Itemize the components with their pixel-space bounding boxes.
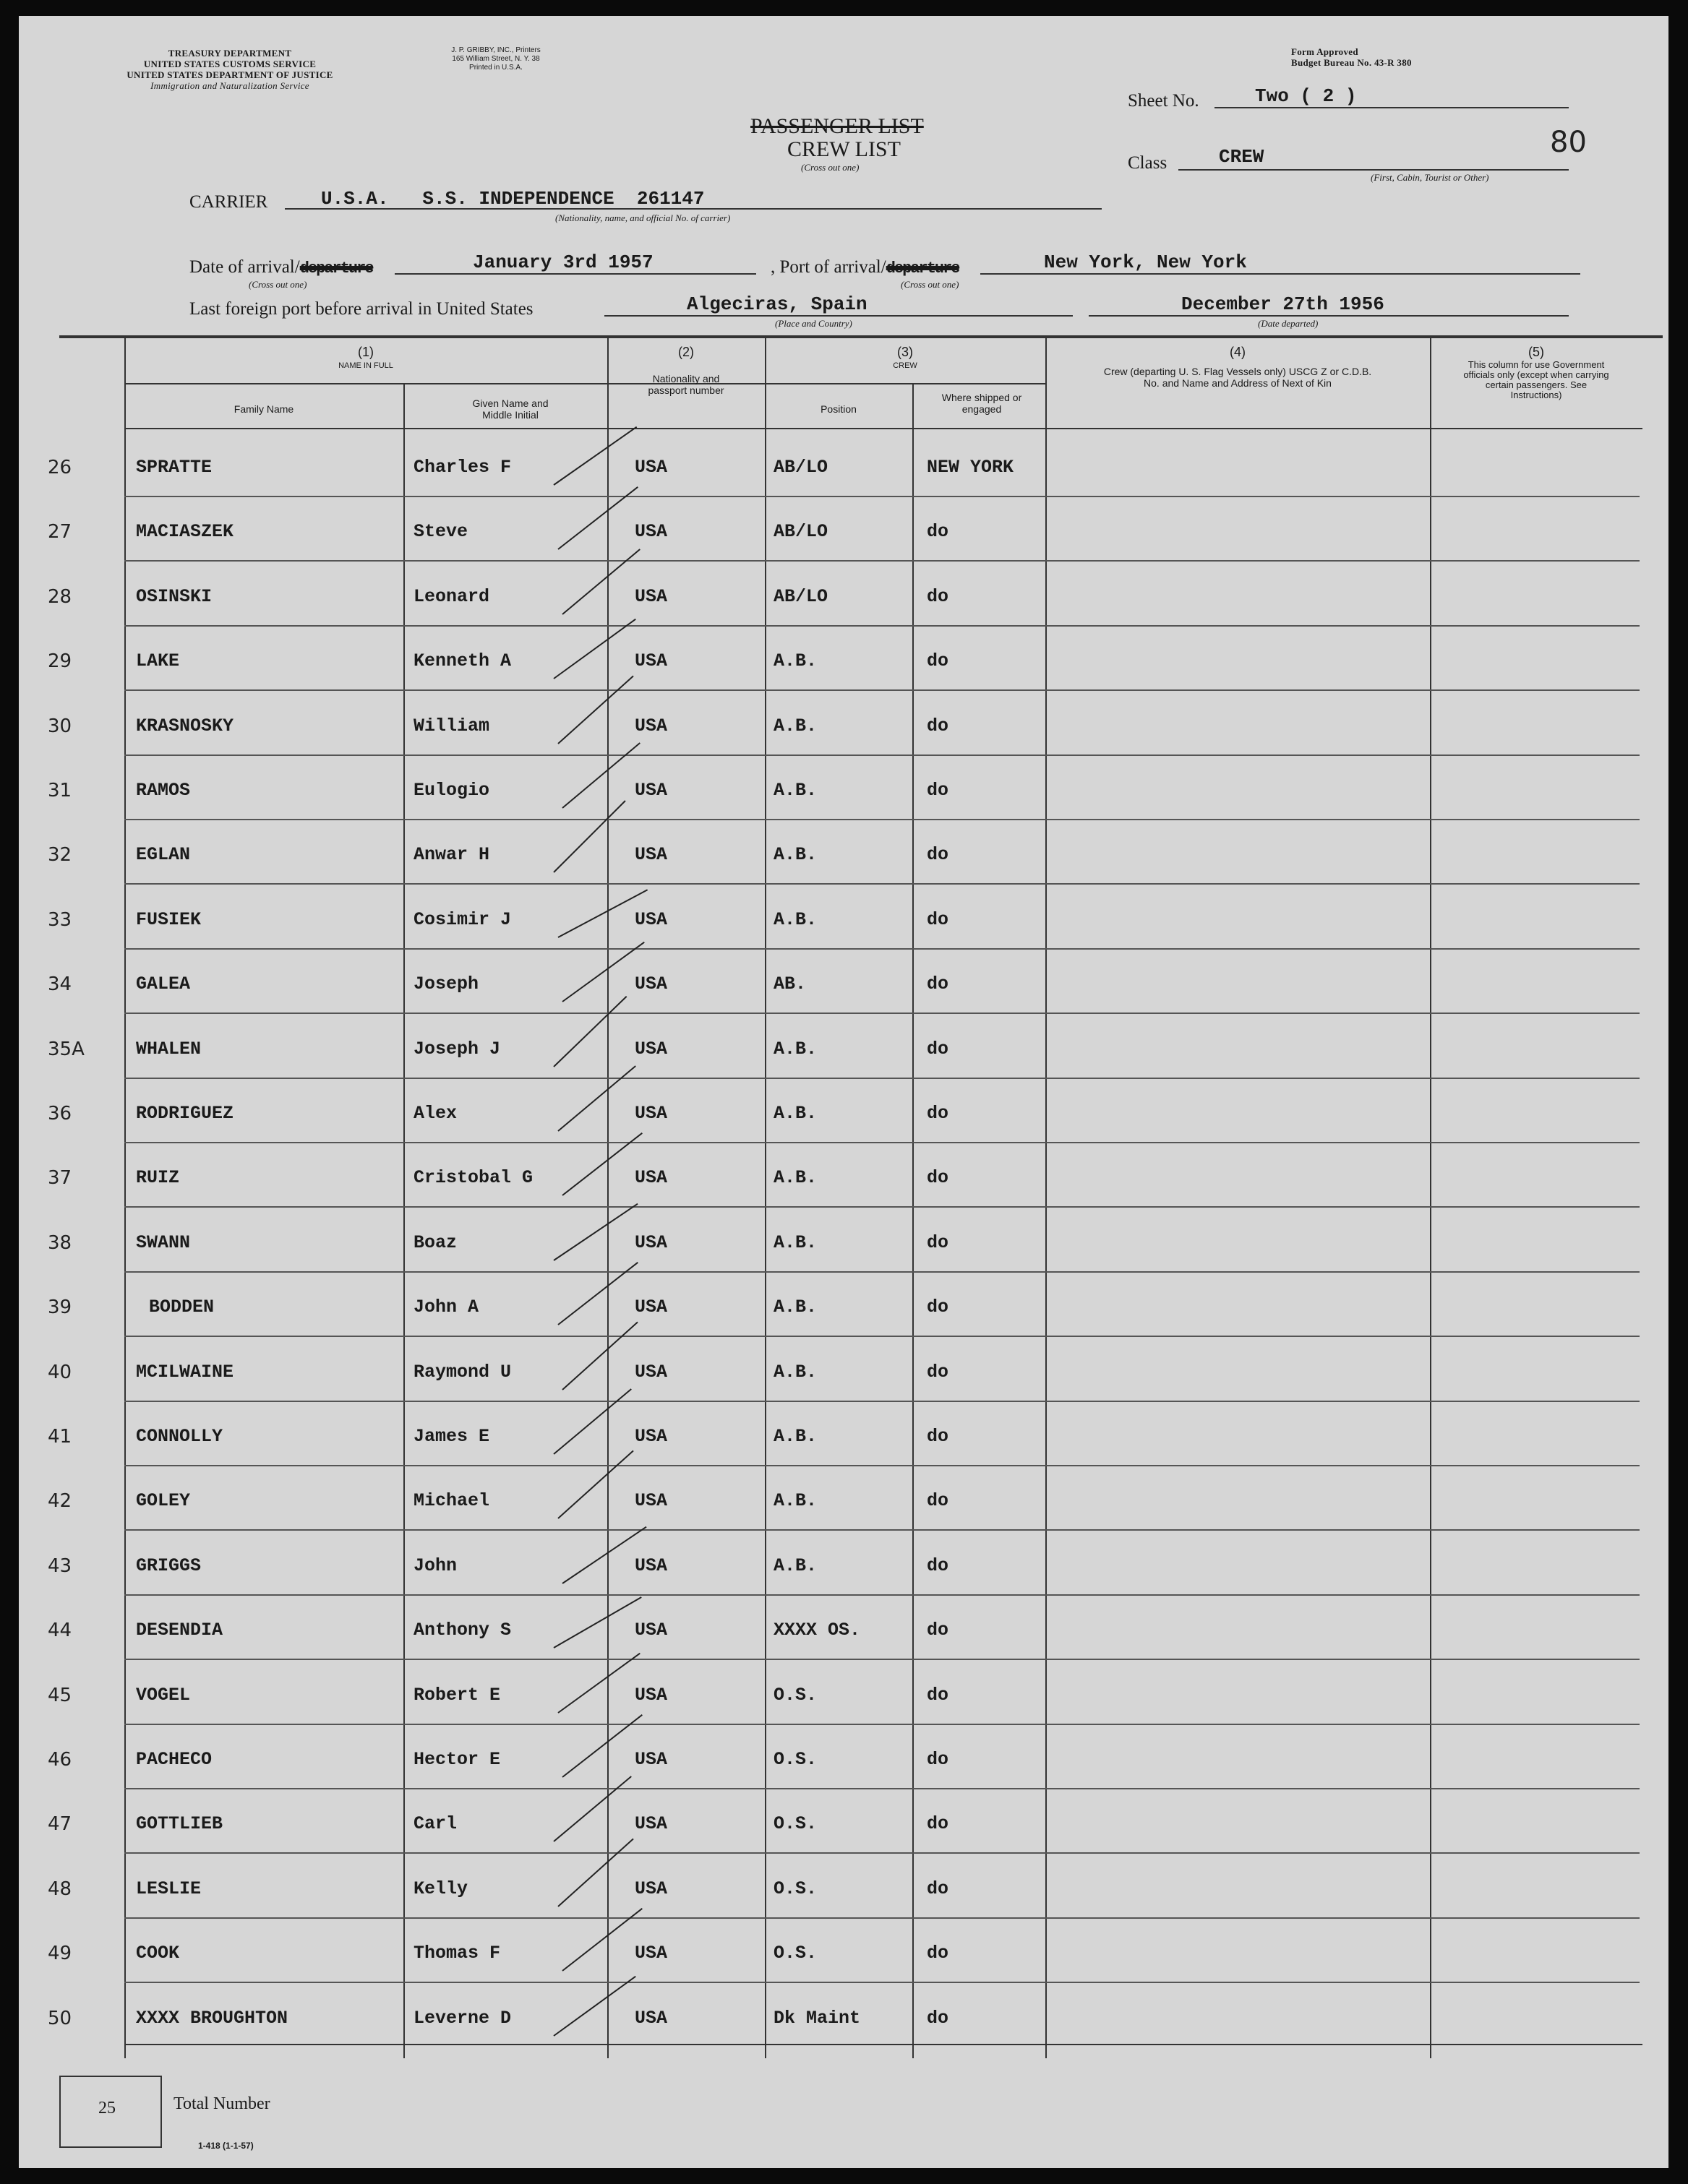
- col5-number: (5): [1528, 345, 1544, 359]
- nationality: USA: [635, 521, 668, 542]
- given-name: Alex: [414, 1103, 458, 1124]
- nationality: USA: [635, 2008, 668, 2029]
- given-name: Joseph J: [414, 1039, 501, 1059]
- given-name: Raymond U: [414, 1362, 512, 1383]
- position: XXXX OS.: [774, 1620, 861, 1641]
- shipped-from: do: [927, 780, 949, 801]
- family-name: DESENDIA: [136, 1620, 223, 1641]
- shipped-from: do: [927, 844, 949, 865]
- position: Dk Maint: [774, 2008, 861, 2029]
- form-approved-block: [1291, 46, 1412, 68]
- check-mark: [553, 1203, 638, 1261]
- table-top-rule: [59, 335, 1663, 338]
- row-separator: [124, 1336, 1640, 1337]
- port-label-text: , Port of arrival/: [771, 257, 886, 277]
- check-mark: [553, 1388, 632, 1455]
- family-name: WHALEN: [136, 1039, 202, 1059]
- row-number: 27: [48, 521, 72, 543]
- col1-number: (1): [358, 345, 374, 359]
- row-separator: [124, 1659, 1640, 1660]
- check-mark: [553, 800, 625, 872]
- position: A.B.: [774, 780, 818, 801]
- row-separator: [124, 1465, 1640, 1466]
- date-label: [189, 257, 373, 278]
- family-name: VOGEL: [136, 1685, 191, 1706]
- shipped-from: do: [927, 2008, 949, 2029]
- row-number: 47: [48, 1813, 72, 1835]
- date-departed-value: December 27th 1956: [1181, 293, 1384, 315]
- position: A.B.: [774, 1426, 818, 1447]
- date-struck: departure: [299, 259, 373, 278]
- shipped-header: Where shipped or engaged: [941, 392, 1022, 415]
- place-caption: (Place and Country): [775, 318, 852, 329]
- row-number: 37: [48, 1167, 72, 1189]
- row-number: 48: [48, 1878, 72, 1900]
- row-number: 39: [48, 1297, 72, 1318]
- shipped-from: do: [927, 715, 949, 736]
- check-mark: [553, 1976, 635, 2037]
- agency-line-3: UNITED STATES DEPARTMENT OF JUSTICE: [127, 69, 333, 80]
- row-number: 46: [48, 1749, 72, 1771]
- family-name: FUSIEK: [136, 909, 202, 930]
- given-name: Leonard: [414, 586, 490, 607]
- check-mark: [553, 426, 637, 486]
- nationality: USA: [635, 780, 668, 801]
- position: O.S.: [774, 1943, 818, 1964]
- row-number: 45: [48, 1685, 72, 1706]
- col2-number: (2): [678, 345, 694, 359]
- row-separator: [124, 1142, 1640, 1143]
- shipped-from: do: [927, 1362, 949, 1383]
- family-name: KRASNOSKY: [136, 715, 234, 736]
- family-name: LESLIE: [136, 1878, 202, 1899]
- shipped-from: NEW YORK: [927, 457, 1014, 478]
- printer-line-3: Printed in U.S.A.: [469, 64, 523, 72]
- budget-bureau: Budget Bureau No. 43-R 380: [1291, 57, 1412, 68]
- check-mark: [562, 1322, 638, 1390]
- family-name-header: Family Name: [234, 403, 294, 415]
- col4-header: [1045, 344, 1430, 389]
- shipped-from: do: [927, 586, 949, 607]
- given-name: Thomas F: [414, 1943, 501, 1964]
- port-cross-caption: (Cross out one): [901, 279, 959, 290]
- family-name: RAMOS: [136, 780, 191, 801]
- row-separator: [124, 496, 1640, 497]
- given-name: Joseph: [414, 973, 479, 994]
- position: O.S.: [774, 1685, 818, 1706]
- nationality: USA: [635, 1620, 668, 1641]
- col-divider-nationality: [607, 338, 609, 2058]
- family-name: SPRATTE: [136, 457, 213, 478]
- position: A.B.: [774, 1232, 818, 1253]
- sheet-label: Sheet No.: [1128, 91, 1199, 111]
- family-name: GOLEY: [136, 1490, 191, 1511]
- position: A.B.: [774, 715, 818, 736]
- form-code: 1-418 (1-1-57): [198, 2141, 254, 2151]
- given-name: Carl: [414, 1813, 458, 1834]
- row-separator: [124, 1206, 1640, 1208]
- port-struck: departure: [886, 259, 959, 278]
- printer-line-2: 165 William Street, N. Y. 38: [452, 55, 540, 63]
- nationality: USA: [635, 1749, 668, 1770]
- check-mark: [557, 1065, 636, 1132]
- given-name: Robert E: [414, 1685, 501, 1706]
- check-mark: [553, 996, 627, 1067]
- row-separator: [124, 883, 1640, 885]
- family-name: GRIGGS: [136, 1555, 202, 1576]
- check-mark: [557, 1839, 633, 1907]
- given-name-header: Given Name and Middle Initial: [472, 397, 549, 421]
- shipped-from: do: [927, 1426, 949, 1447]
- row-separator: [124, 1078, 1640, 1079]
- col-divider-crew: [765, 338, 766, 2058]
- last-port-value: Algeciras, Spain: [687, 293, 867, 315]
- row-separator: [124, 1271, 1640, 1273]
- row-separator: [124, 1788, 1640, 1789]
- col3-number: (3): [897, 345, 913, 359]
- row-number: 49: [48, 1943, 72, 1964]
- nationality: USA: [635, 1297, 668, 1317]
- shipped-from: do: [927, 1685, 949, 1706]
- row-number: 32: [48, 844, 72, 866]
- check-mark: [562, 942, 644, 1002]
- col-divider-shipped: [912, 383, 914, 2058]
- crew-list-document: [19, 16, 1668, 2168]
- nationality: USA: [635, 1232, 668, 1253]
- given-name: Charles F: [414, 457, 512, 478]
- row-separator: [124, 1529, 1640, 1531]
- position: A.B.: [774, 1167, 818, 1188]
- col1-title: NAME IN FULL: [338, 361, 393, 370]
- nationality: USA: [635, 1813, 668, 1834]
- nationality: USA: [635, 650, 668, 671]
- check-mark: [553, 619, 635, 679]
- family-name: XXXX BROUGHTON: [136, 2008, 288, 2029]
- row-separator: [124, 1724, 1640, 1725]
- table-left-border: [124, 338, 126, 2058]
- class-underline: [1178, 169, 1569, 171]
- col2-header: [607, 344, 765, 396]
- check-mark: [562, 549, 641, 615]
- row-number: 28: [48, 586, 72, 608]
- sheet-value: Two ( 2 ): [1255, 85, 1357, 107]
- agency-line-1: TREASURY DEPARTMENT: [168, 48, 292, 59]
- check-mark: [554, 1596, 642, 1648]
- col3-header: [765, 344, 1045, 371]
- carrier-label: CARRIER: [189, 192, 268, 212]
- row-number: 42: [48, 1490, 72, 1512]
- nationality: USA: [635, 1490, 668, 1511]
- header-bottom-rule: [124, 428, 1642, 429]
- shipped-from: do: [927, 650, 949, 671]
- shipped-from: do: [927, 521, 949, 542]
- row-separator: [124, 819, 1640, 820]
- row-number: 44: [48, 1620, 72, 1641]
- position: A.B.: [774, 650, 818, 671]
- nationality: USA: [635, 1943, 668, 1964]
- given-name: John A: [414, 1297, 479, 1317]
- header-subrule: [124, 383, 1045, 384]
- date-departed-caption: (Date departed): [1258, 318, 1319, 329]
- given-name: Steve: [414, 521, 468, 542]
- row-number: 26: [48, 457, 72, 478]
- family-name: MCILWAINE: [136, 1362, 234, 1383]
- position: AB/LO: [774, 586, 828, 607]
- nationality: USA: [635, 1103, 668, 1124]
- nationality: USA: [635, 1362, 668, 1383]
- position: O.S.: [774, 1878, 818, 1899]
- position: A.B.: [774, 1362, 818, 1383]
- col-divider-official: [1430, 338, 1431, 2058]
- nationality: USA: [635, 586, 668, 607]
- shipped-from: do: [927, 1620, 949, 1641]
- cross-out-caption: (Cross out one): [801, 162, 860, 173]
- position: A.B.: [774, 1103, 818, 1124]
- position: AB.: [774, 973, 807, 994]
- position: A.B.: [774, 1555, 818, 1576]
- row-separator: [124, 1917, 1640, 1919]
- row-number: 40: [48, 1362, 72, 1383]
- nationality: USA: [635, 1878, 668, 1899]
- col-divider-given: [403, 383, 405, 2058]
- col5-title: This column for use Government officials only (except when carrying certain passengers. See Instructions): [1463, 359, 1609, 400]
- col4-title: Crew (departing U. S. Flag Vessels only) USCG Z or C.D.B. No. and Name and Address of Next of Kin: [1103, 366, 1372, 389]
- family-name: OSINSKI: [136, 586, 213, 607]
- date-cross-caption: (Cross out one): [249, 279, 307, 290]
- nationality: USA: [635, 457, 668, 478]
- list-title: CREW LIST: [787, 137, 901, 161]
- row-separator: [124, 1401, 1640, 1402]
- col-divider-kin: [1045, 338, 1047, 2058]
- given-name: Hector E: [414, 1749, 501, 1770]
- nationality: USA: [635, 844, 668, 865]
- table-bottom-rule: [124, 2044, 1642, 2045]
- row-separator: [124, 1013, 1640, 1014]
- row-number: 34: [48, 973, 72, 995]
- arrival-port: New York, New York: [1044, 251, 1247, 273]
- shipped-from: do: [927, 1749, 949, 1770]
- shipped-from: do: [927, 1167, 949, 1188]
- check-mark: [557, 1450, 633, 1519]
- port-label: [771, 257, 959, 278]
- row-separator: [124, 754, 1640, 756]
- position: AB/LO: [774, 457, 828, 478]
- family-name: COOK: [136, 1943, 180, 1964]
- family-name: BODDEN: [149, 1297, 215, 1317]
- row-number: 35A: [48, 1039, 85, 1060]
- form-approved: Form Approved: [1291, 46, 1358, 57]
- family-name: RUIZ: [136, 1167, 180, 1188]
- col5-header: [1430, 344, 1642, 400]
- given-name: Anwar H: [414, 844, 490, 865]
- agency-line-2: UNITED STATES CUSTOMS SERVICE: [143, 59, 317, 69]
- position: A.B.: [774, 909, 818, 930]
- shipped-from: do: [927, 1039, 949, 1059]
- shipped-from: do: [927, 909, 949, 930]
- col2-title: Nationality and passport number: [648, 373, 724, 396]
- given-name: William: [414, 715, 490, 736]
- check-mark: [553, 1776, 632, 1842]
- port-underline: [980, 273, 1580, 275]
- family-name: CONNOLLY: [136, 1426, 223, 1447]
- nationality: USA: [635, 909, 668, 930]
- position: A.B.: [774, 844, 818, 865]
- row-number: 33: [48, 909, 72, 931]
- position: O.S.: [774, 1749, 818, 1770]
- given-name: Kenneth A: [414, 650, 512, 671]
- family-name: GOTTLIEB: [136, 1813, 223, 1834]
- row-number: 38: [48, 1232, 72, 1254]
- row-number: 41: [48, 1426, 72, 1448]
- total-label: Total Number: [173, 2094, 270, 2113]
- row-number: 36: [48, 1103, 72, 1125]
- shipped-from: do: [927, 1103, 949, 1124]
- row-separator: [124, 560, 1640, 562]
- date-departed-underline: [1089, 315, 1569, 317]
- given-name: Eulogio: [414, 780, 490, 801]
- page-number: 80: [1550, 126, 1587, 159]
- agency-block: [64, 48, 396, 91]
- nationality: USA: [635, 1555, 668, 1576]
- given-name: Leverne D: [414, 2008, 512, 2029]
- shipped-from: do: [927, 1297, 949, 1317]
- row-number: 31: [48, 780, 72, 801]
- row-number: 50: [48, 2008, 72, 2029]
- class-label: Class: [1128, 153, 1168, 173]
- list-title-struck: PASSENGER LIST: [750, 114, 924, 138]
- row-separator: [124, 689, 1640, 691]
- given-name: Kelly: [414, 1878, 468, 1899]
- row-separator: [124, 948, 1640, 950]
- total-value: 25: [98, 2099, 116, 2118]
- class-caption: (First, Cabin, Tourist or Other): [1371, 172, 1489, 183]
- family-name: SWANN: [136, 1232, 191, 1253]
- printer-block: [424, 46, 568, 72]
- given-name: John: [414, 1555, 458, 1576]
- printer-line-1: J. P. GRIBBY, INC., Printers: [451, 46, 541, 54]
- last-port-label: Last foreign port before arrival in United States: [189, 299, 534, 319]
- given-name: James E: [414, 1426, 490, 1447]
- check-mark: [557, 1653, 640, 1714]
- last-port-underline: [604, 315, 1073, 317]
- nationality: USA: [635, 715, 668, 736]
- shipped-from: do: [927, 1555, 949, 1576]
- given-name: Cristobal G: [414, 1167, 534, 1188]
- family-name: MACIASZEK: [136, 521, 234, 542]
- carrier-value: U.S.A. S.S. INDEPENDENCE 261147: [321, 188, 705, 210]
- family-name: GALEA: [136, 973, 191, 994]
- given-name: Anthony S: [414, 1620, 512, 1641]
- row-separator: [124, 1852, 1640, 1854]
- shipped-from: do: [927, 1232, 949, 1253]
- row-number: 29: [48, 650, 72, 672]
- date-label-text: Date of arrival/: [189, 257, 300, 277]
- shipped-from: do: [927, 1943, 949, 1964]
- row-separator: [124, 1594, 1640, 1596]
- row-number: 30: [48, 715, 72, 737]
- position: A.B.: [774, 1490, 818, 1511]
- sheet-underline: [1214, 107, 1569, 108]
- check-mark: [562, 742, 641, 809]
- nationality: USA: [635, 1167, 668, 1188]
- carrier-caption: (Nationality, name, and official No. of carrier): [555, 212, 731, 223]
- row-number: 43: [48, 1555, 72, 1577]
- col4-number: (4): [1230, 345, 1246, 359]
- position: A.B.: [774, 1039, 818, 1059]
- position: A.B.: [774, 1297, 818, 1317]
- class-value: CREW: [1219, 146, 1264, 168]
- arrival-date: January 3rd 1957: [473, 251, 654, 273]
- given-name: Michael: [414, 1490, 490, 1511]
- position: AB/LO: [774, 521, 828, 542]
- position: O.S.: [774, 1813, 818, 1834]
- date-underline: [395, 273, 756, 275]
- nationality: USA: [635, 1039, 668, 1059]
- nationality: USA: [635, 1685, 668, 1706]
- nationality: USA: [635, 1426, 668, 1447]
- col1-header: [124, 344, 607, 371]
- row-separator: [124, 625, 1640, 627]
- given-name: Boaz: [414, 1232, 458, 1253]
- nationality: USA: [635, 973, 668, 994]
- family-name: PACHECO: [136, 1749, 213, 1770]
- agency-line-4: Immigration and Naturalization Service: [150, 80, 309, 91]
- shipped-from: do: [927, 1878, 949, 1899]
- family-name: RODRIGUEZ: [136, 1103, 234, 1124]
- shipped-from: do: [927, 1813, 949, 1834]
- family-name: EGLAN: [136, 844, 191, 865]
- shipped-from: do: [927, 1490, 949, 1511]
- position-header: Position: [821, 403, 857, 415]
- shipped-from: do: [927, 973, 949, 994]
- family-name: LAKE: [136, 650, 180, 671]
- row-separator: [124, 1982, 1640, 1983]
- check-mark: [557, 676, 633, 744]
- given-name: Cosimir J: [414, 909, 512, 930]
- col3-title: CREW: [893, 361, 917, 370]
